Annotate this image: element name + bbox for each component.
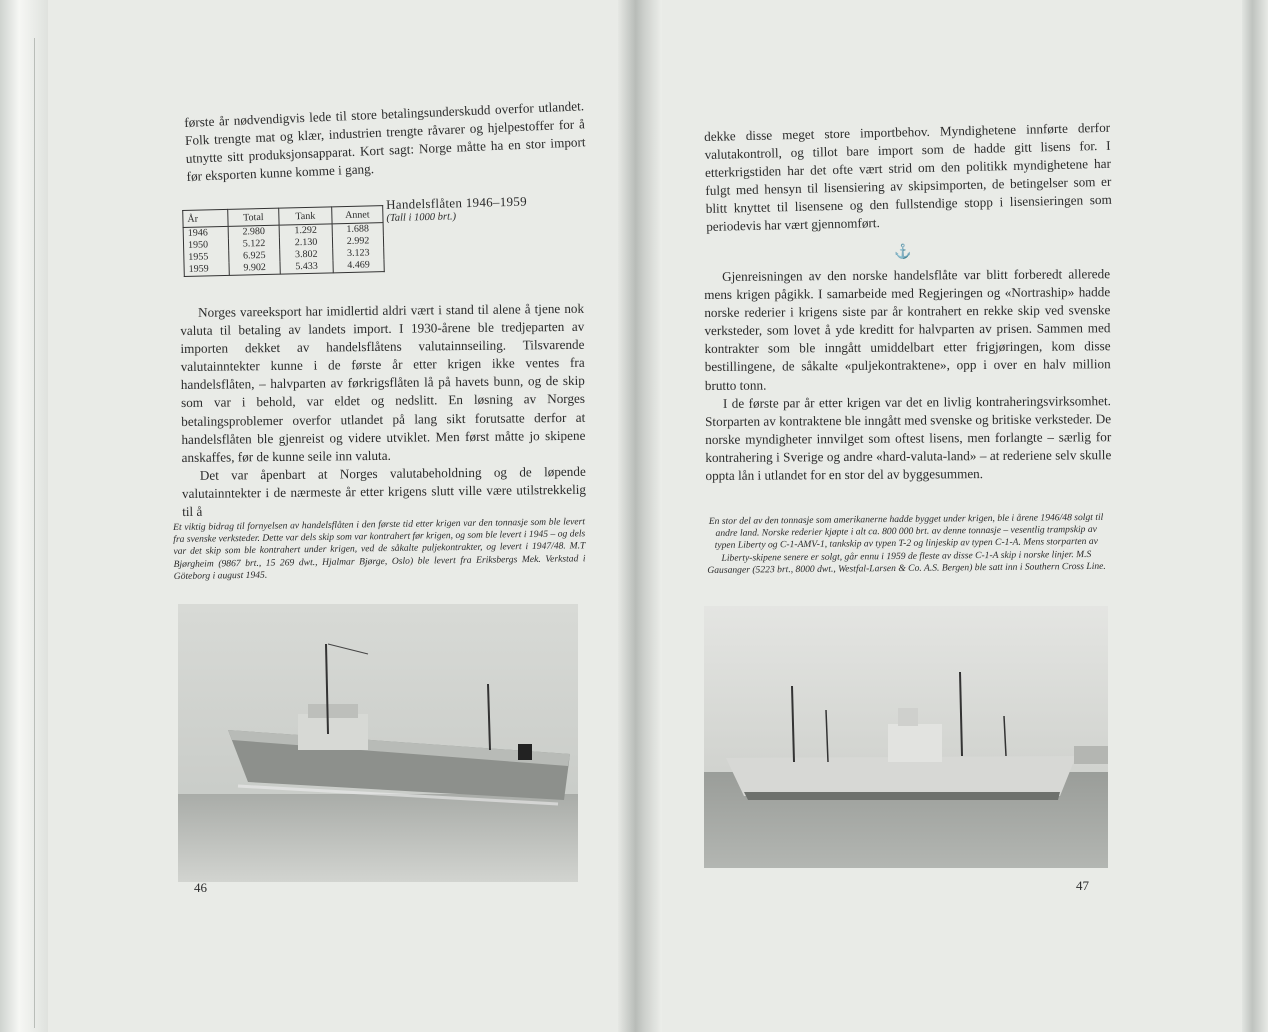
cargo-ship-illustration [704,606,1108,868]
table-cell: 2.980 [228,225,279,239]
table-cell: 1959 [184,263,229,277]
table-cell: 3.123 [333,247,384,260]
fleet-table [182,205,385,277]
table-cell: 1.688 [332,223,383,237]
left-main-text [180,300,586,521]
table-header: Tank [279,207,332,225]
table-cell: 5.122 [228,238,279,251]
book-gutter [618,0,662,1032]
table-cell: 1.292 [279,224,332,238]
left-photo-caption: Et viktig bidrag til fornyelsen av handelsflåten i den første tid etter krigen var den tonnasje som ble levert fra svenske verksteder. Dette var dels skip som var kontrahert før krigen, og som ble levert i 1945 – og dels var det skip som ble kontrahert under krigen, ved de såkalte puljekontrakter, og levert i 1947/48. M.T Bjørgheim (9867 brt., 15 269 dwt., Hjalmar Bjørge, Oslo) ble levert fra Eriksbergs Mek. Verkstad i Göteborg i august 1945. [173,516,586,582]
table-title: Handelsflåten 1946–1959 [385,193,528,213]
left-paragraph-1: Norges vareeksport har imidlertid aldri vært i stand til alene å tjene nok valuta til betaling av landets import. I 1930-årene ble tredjeparten av importen dekket av handelsflåtens valutainnseiling. Tilsvarende valutainntekter kunne i de første år etter krigen ikke ventes fra handelsflåten, – halvparten av førkrigsflåten lå på havets bunn, og de skip som var i behold, var eldet og nedslitt. En løsning av Norges betalingsproblemer overfor utlandet på lang sikt forutsatte derfor at handelsflåten ble gjenreist og videre utviklet. Men først måtte jo skipene anskaffes, før de kunne seile inn valuta. [180,300,586,465]
table-cell: 1950 [183,239,228,252]
tanker-ship-photo [178,604,578,882]
right-top-paragraph [704,119,1112,237]
table-cell: 2.992 [332,235,383,248]
table-cell: 3.802 [280,248,333,261]
table-header: Annet [332,206,383,224]
right-top-text: dekke disse meget store importbehov. Myndighetene innførte derfor valutakontroll, og tillot bare import som de hadde gitt lisens for. I etterkrigstiden har det ofte vært strid om den politikk myndighetene har fulgt med hensyn til lisensiering av skipsimporten, de betingelser som er blitt knyttet til lisensene og den fullstendige stopp i lisensieringen som periodevis har vært gjennomført. [704,119,1112,235]
right-main-text [704,265,1112,485]
book-binding-left [0,0,48,1032]
left-paragraph-2: Det var åpenbart at Norges valutabeholdning og de løpende valutainntekter i de nærmeste år etter krigens slutt ville være utilstrekkelig til å [181,463,587,520]
cargo-ship-photo [704,606,1108,868]
table-cell: 9.902 [229,262,280,276]
table-cell: 5.433 [280,260,333,274]
tanker-ship-illustration [178,604,578,882]
left-top-text: første år nødvendigvis lede til store betalingsunderskudd overfor utlandet. Folk trengte mat og klær, industrien trengte råvarer og hjelpestoffer for å utnytte sitt produksjonsapparat. Kort sagt: Norge måtte ha en stor import før eksporten kunne komme i gang. [184,98,586,185]
left-top-paragraph [184,97,587,186]
table-cell: 4.469 [333,259,384,273]
table-cell: 6.925 [229,250,280,263]
right-paragraph-1: Gjenreisningen av den norske handelsflåte var blitt forberedt allerede mens krigen pågikk. I samarbeide med Regjeringen og «Nortraship» hadde norske rederier i krigens siste par år kontrahert en rekke skip ved svenske verksteder, som lovet å yde kreditt for halvparten av prisen. Sammen med kontrakter som ble inngått umiddelbart etter frigjøringen, kom disse bestillingene, de såkalte «puljekontraktene», opp i over en halv million brutto tonn. [704,266,1111,393]
table-cell: 1955 [184,251,229,264]
table-subtitle: (Tall i 1000 brt.) [386,211,457,225]
table-cell: 2.130 [279,236,332,249]
book-binding-right [1242,0,1268,1032]
page-number-left: 46 [194,880,207,895]
left-page [48,0,618,1032]
anchor-icon: ⚓ [894,245,912,260]
fleet-table-block [182,192,574,284]
right-photo-caption: En stor del av den tonnasje som amerikanerne hadde bygget under krigen, ble i årene 1946/48 solgt til andre land. Norske rederier kjøpte i alt ca. 800 000 brt. av denne tonnasje – vesentlig trampskip av typen Liberty og C-1-AMV-1, tankskip av typen T-2 og linjeskip av typen C-1-A. Mens storparten av Liberty-skipene senere er solgt, går ennu i 1959 de fleste av disse C-1-A skip i norske linjer. M.S Gausanger (5223 brt., 8000 dwt., Westfal-Larsen & Co. A.S. Bergen) ble satt inn i Southern Cross Line. [707,511,1106,576]
right-paragraph-2: I de første par år etter krigen var det en livlig kontraheringsvirksomhet. Storparten av kontraktene ble inngått med svenske og britiske verksteder. De norske myndigheter innvilget som oftest lisens, men forlangte – særlig for kontrahering i Sverige og andre «hard-valuta-land» – at rederiene selv skulle oppta lån i utlandet for en stor del av byggesummen. [705,392,1112,484]
binding-edge [8,38,35,1028]
table-cell: 1946 [183,226,228,240]
right-page [662,0,1242,1032]
table-header: År [183,209,228,227]
page-number-right: 47 [1076,878,1089,893]
table-header: Total [228,208,279,226]
